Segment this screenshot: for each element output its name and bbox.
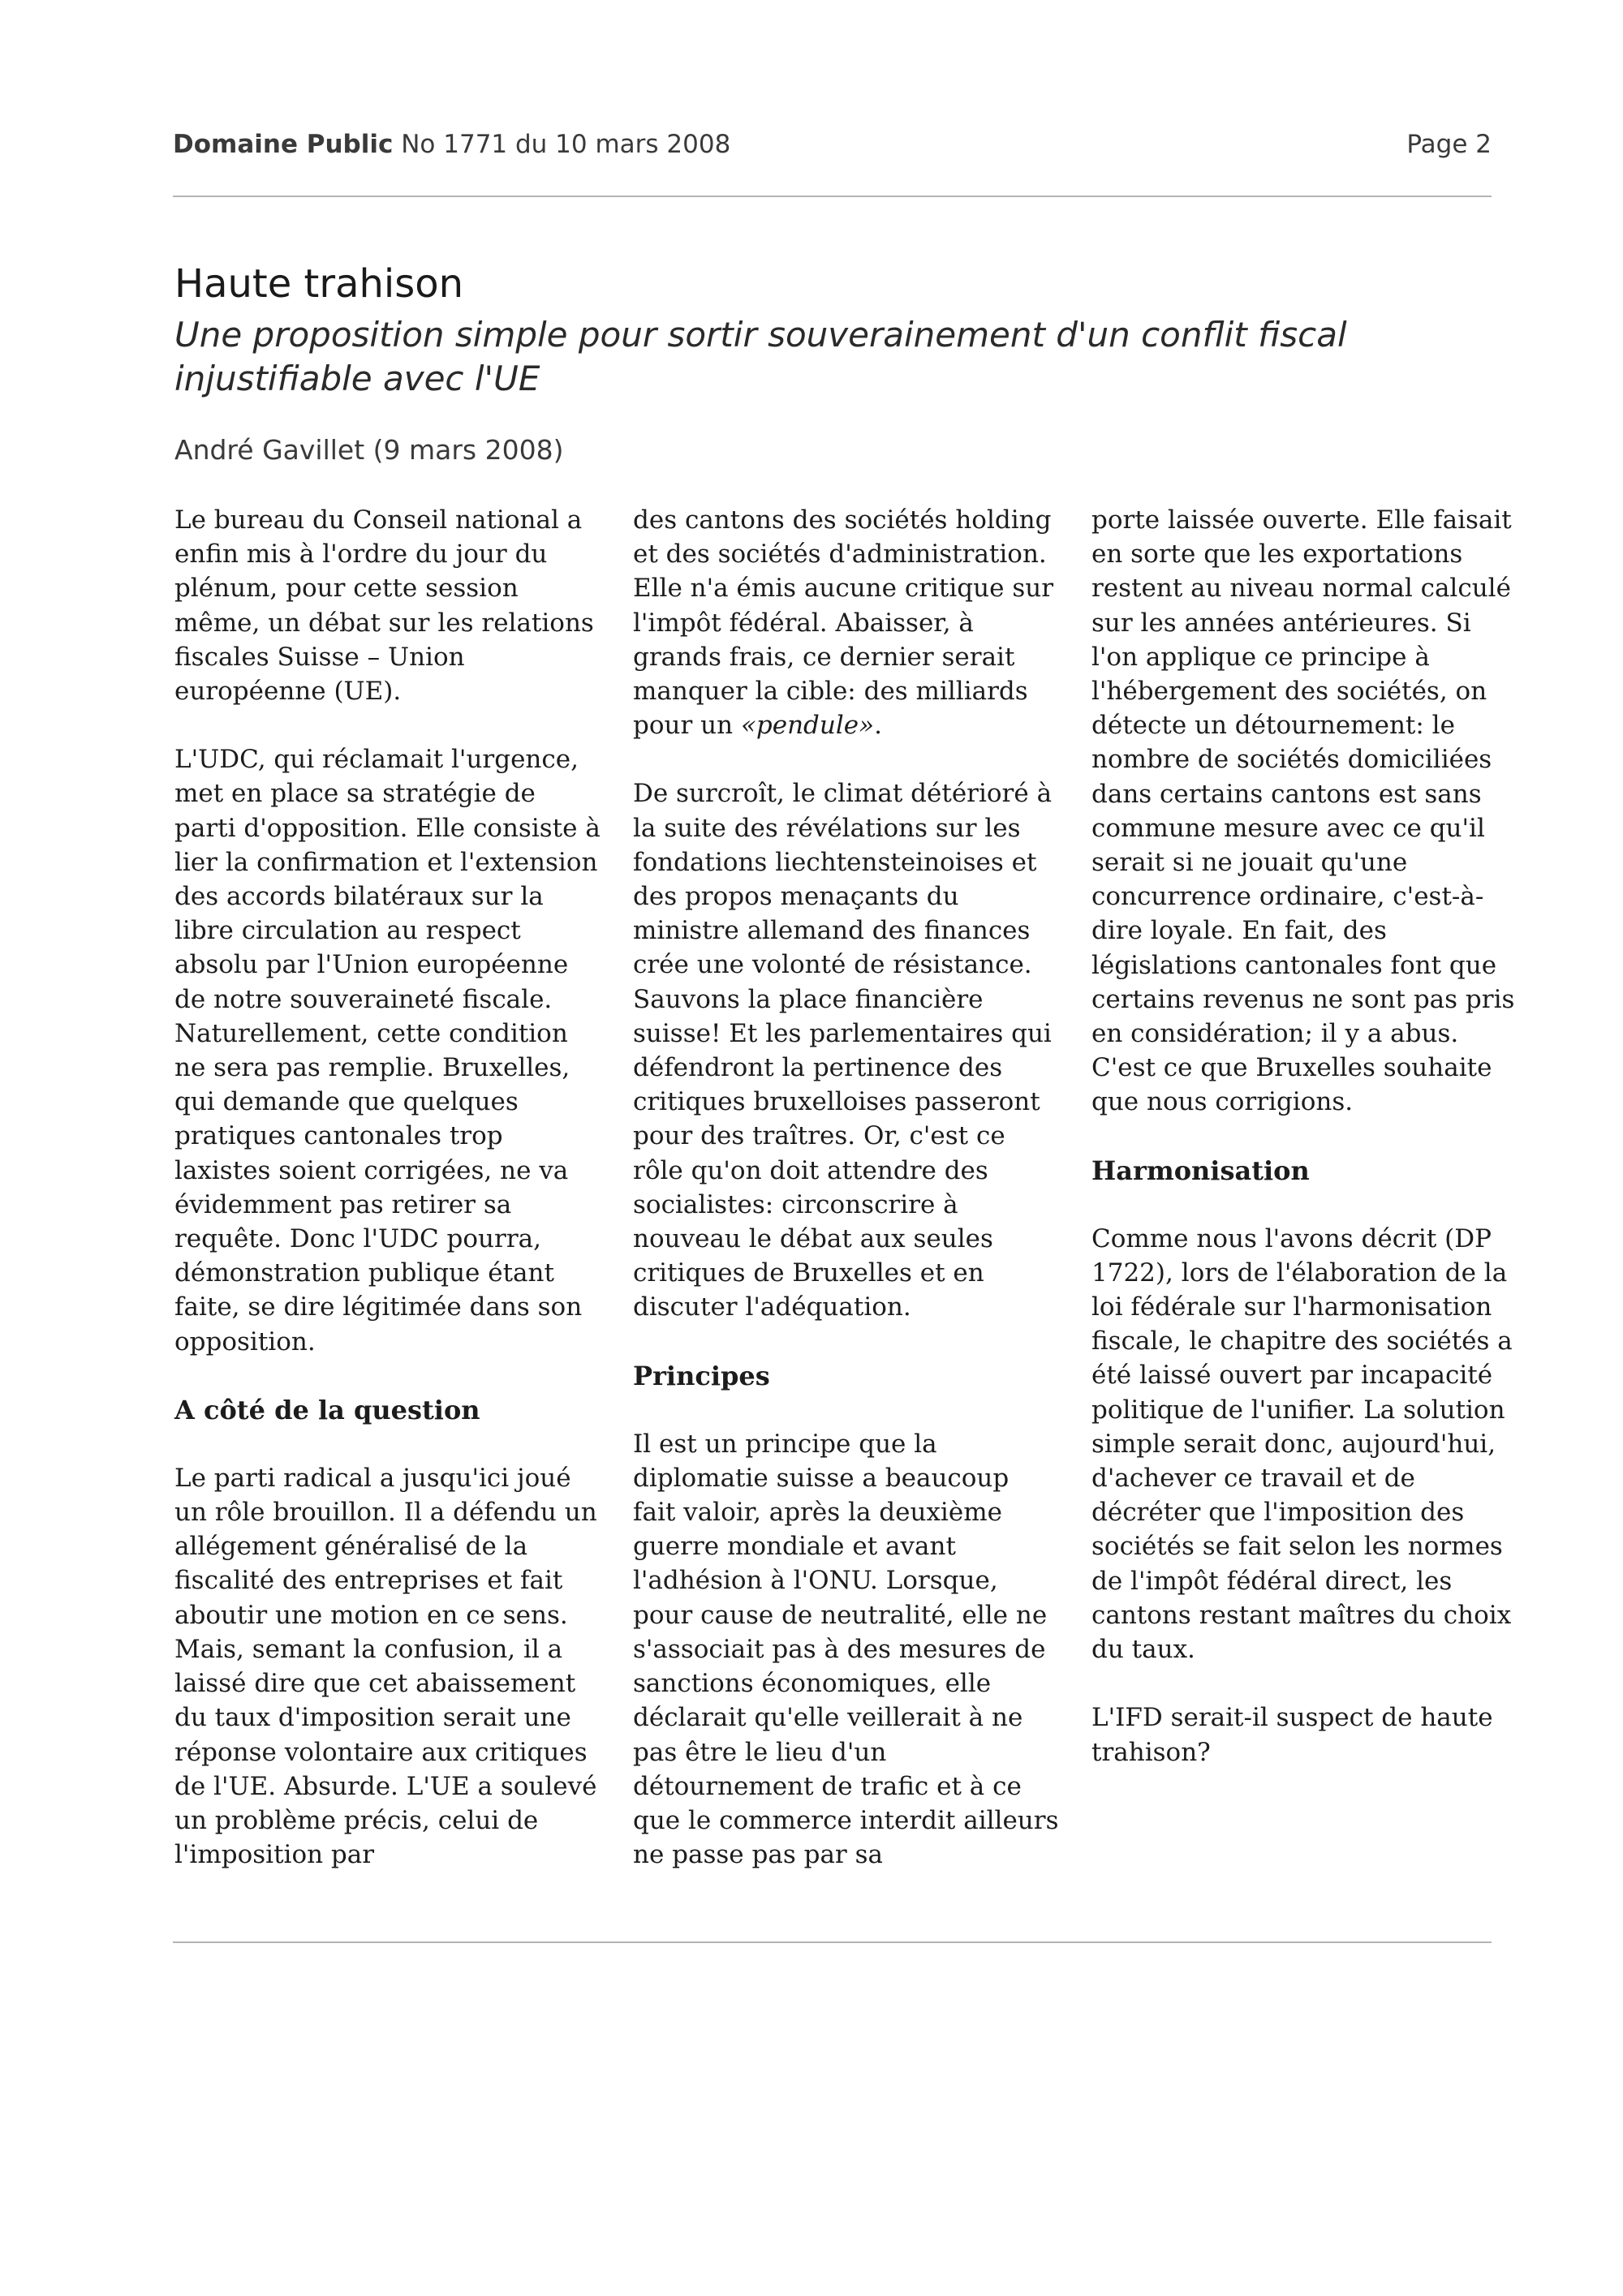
column-1: [174, 503, 601, 1906]
paragraph: L'UDC, qui réclamait l'urgence, met en place sa stratégie de parti d'opposition. Elle consiste à lier la confirmation et l'extension des accords bilatéraux sur la libre circulation au respect absolu par l'Union européenne de notre souveraineté fiscale. Naturellement, cette condition ne sera pas remplie. Bruxelles, qui demande que quelques pratiques cantonales trop laxistes soient corrigées, ne va évidemment pas retirer sa requête. Donc l'UDC pourra, démonstration publique étant faite, se dire légitimée dans son opposition.: [174, 745, 601, 1357]
article-subtitle: Une proposition simple pour sortir souverainement d'un conflit fiscal injustifiable avec l'UE: [174, 315, 1347, 398]
publication-name: Domaine Public: [173, 130, 394, 159]
paragraph: Le bureau du Conseil national a enfin mis à l'ordre du jour du plénum, pour cette session même, un débat sur les relations fiscales Suisse – Union européenne (UE).: [174, 505, 594, 707]
paragraph: De surcroît, le climat détérioré à la suite des révélations sur les fondations liechtensteinoises et des propos menaçants du ministre allemand des finances crée une volonté de résistance. Sauvons la place financière suisse! Et les parlementaires qui défendront la pertinence des critiques bruxelloises passeront pour des traîtres. Or, c'est ce rôle qu'on doit attendre des socialistes: circonscrire à nouveau le débat aux seules critiques de Bruxelles et en discuter l'adéquation.: [633, 779, 1053, 1322]
paragraph: Il est un principe que la diplomatie suisse a beaucoup fait valoir, après la deuxième guerre mondiale et avant l'adhésion à l'ONU. Lorsque, pour cause de neutralité, elle ne s'associait pas à des mesures de sanctions économiques, elle déclarait qu'elle veillerait à ne pas être le lieu d'un détournement de trafic et à ce que le commerce interdit ailleurs ne passe pas par sa: [633, 1429, 1059, 1870]
quoted-term: «pendule»: [740, 711, 875, 741]
paragraph: Le parti radical a jusqu'ici joué un rôle brouillon. Il a défendu un allégement généralisé de la fiscalité des entreprises et fait aboutir une motion en ce sens. Mais, semant la confusion, il a laissé dire que cet abaissement du taux d'imposition serait une réponse volontaire aux critiques de l'UE. Absurde. L'UE a soulevé un problème précis, celui de l'imposition par: [174, 1463, 597, 1870]
page-header: [173, 130, 1492, 159]
paragraph: porte laissée ouverte. Elle faisait en sorte que les exportations restent au niveau normal calculé sur les années antérieures. Si l'on applique ce principe à l'hébergement des sociétés, on détecte un détournement: le nombre de sociétés domiciliées dans certains cantons est sans commune mesure avec ce qu'il serait si ne jouait qu'une concurrence ordinaire, c'est-à-dire loyale. En fait, des législations cantonales font que certains revenus ne sont pas pris en considération; il y a abus. C'est ce que Bruxelles souhaite que nous corrigions.: [1091, 505, 1515, 1117]
footer-rule: [173, 1941, 1492, 1943]
column-3: [1091, 503, 1518, 1804]
section-heading: Principes: [633, 1360, 770, 1391]
section-heading: Harmonisation: [1091, 1154, 1310, 1186]
issue-info: No 1771 du 10 mars 2008: [401, 130, 731, 159]
paragraph: Comme nous l'avons décrit (DP 1722), lors de l'élaboration de la loi fédérale sur l'harmonisation fiscale, le chapitre des sociétés a été laissé ouvert par incapacité politique de l'unifier. La solution simple serait donc, aujourd'hui, d'achever ce travail et de décréter que l'imposition des sociétés se fait selon les normes de l'impôt fédéral direct, les cantons restant maîtres du choix du taux.: [1091, 1223, 1513, 1665]
text-span: .: [874, 711, 882, 741]
text-span: des cantons des sociétés holding et des sociétés d'administration. Elle n'a émis aucune critique sur l'impôt fédéral. Abaisser, à grands frais, ce dernier serait manquer la cible: des milliards pour un: [633, 505, 1054, 741]
paragraph: L'IFD serait-il suspect de haute trahison?: [1091, 1703, 1493, 1767]
column-2: [633, 503, 1059, 1906]
header-rule: [173, 196, 1492, 197]
article-author: André Gavillet (9 mars 2008): [174, 434, 564, 466]
page-number: Page 2: [1406, 130, 1492, 159]
article-title: Haute trahison: [174, 261, 464, 307]
section-heading: A côté de la question: [174, 1394, 480, 1425]
paragraph: [633, 503, 1059, 742]
